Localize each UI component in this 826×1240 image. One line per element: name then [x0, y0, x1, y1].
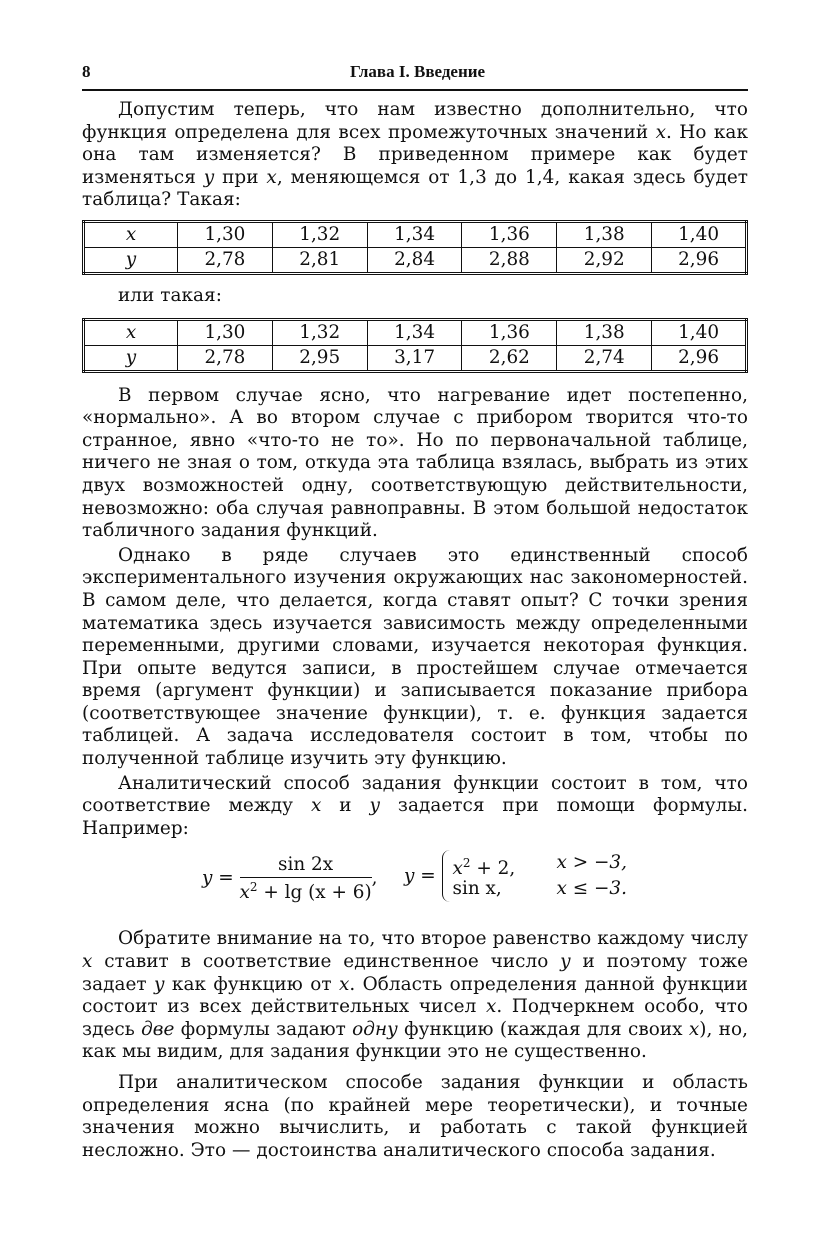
- paragraph-1: Допустим теперь, что нам известно дополнительно, что функция определена для всех промежуточных значений x. Но как она там изменяется? В приведенном примере как будет изменяться y при x, меняющемся от 1,3 до 1,4, какая здесь будет таблица? Такая:: [82, 99, 749, 211]
- table-cell: x: [84, 319, 178, 345]
- fraction-numerator: sin 2x: [240, 854, 372, 878]
- table-cell: 1,32: [272, 319, 367, 345]
- table-cell: 2,84: [367, 247, 462, 273]
- between-text: или такая:: [118, 284, 222, 306]
- table-cell: 1,30: [178, 319, 273, 345]
- cases-brace: [442, 850, 627, 902]
- paragraph-6: При аналитическом способе задания функции и область определения ясна (по крайней мере теоретически), и точные значения можно вычислить, и работать с такой функцией несложно. Это — достоинства аналитического способа задания.: [82, 1072, 748, 1161]
- table-cell: 1,34: [367, 319, 462, 345]
- table-row: [84, 221, 747, 247]
- table-1: [82, 220, 748, 275]
- paragraph-4: Аналитический способ задания функции состоит в том, что соответствие между x и y задается при помощи формулы. Например:: [82, 772, 748, 839]
- case-row: $x^2 + 2$, x > −3,: [452, 852, 627, 880]
- table-cell: 1,38: [557, 319, 652, 345]
- table-cell: 2,78: [178, 247, 273, 273]
- page-header: [82, 62, 748, 91]
- table-cell: 2,88: [462, 247, 557, 273]
- formula-1: y = $\frac{\sin 2x}{x^2 + \lg (x + 6)}$ ,: [202, 854, 378, 904]
- table-cell: 2,74: [557, 345, 652, 371]
- table-cell: 2,92: [557, 247, 652, 273]
- table-cell: 2,62: [462, 345, 557, 371]
- table-cell: y: [84, 247, 178, 273]
- page-number: 8: [82, 62, 91, 81]
- table-cell: 1,36: [462, 221, 557, 247]
- formula-2: [404, 850, 627, 902]
- table-cell: 1,40: [652, 221, 747, 247]
- paragraph-2: В первом случае ясно, что нагревание идет постепенно, «нормально». А во втором случае с прибором творится что-то странное, явно «что-то не то». Но по первоначальной таблице, ничего не зная о том, откуда эта таблица взялась, выбрать из этих двух возможностей одну, соответствующую действительности, невозможно: оба случая равноправны. В этом большой недостаток табличного задания функций.: [82, 384, 748, 542]
- table-cell: 1,32: [272, 221, 367, 247]
- table-2: [82, 318, 748, 373]
- table-cell: y: [84, 345, 178, 371]
- case-row: sin x, x ≤ −3.: [452, 878, 627, 900]
- fraction-denominator: $x^2 + \lg (x + 6)$: [239, 880, 372, 904]
- formula-1-lhs: y =: [202, 868, 234, 889]
- table-cell: 2,78: [178, 345, 273, 371]
- table-cell: 1,34: [367, 221, 462, 247]
- table-cell: 1,30: [178, 221, 273, 247]
- paragraph-3: Однако в ряде случаев это единственный способ экспериментального изучения окружающих нас закономерностей. В самом деле, что делается, когда ставят опыт? С точки зрения математика здесь изучается зависимость между определенными переменными, другими словами, изучается некоторая функция. При опыте ведутся записи, в простейшем случае отмечается время (аргумент функции) и записывается показание прибора (соответствующее значение функции), т. е. функция задается таблицей. А задача исследователя состоит в том, чтобы по полученной таблице изучить эту функцию.: [82, 544, 748, 770]
- formula-2-lhs: y =: [404, 865, 436, 887]
- table-row: [84, 247, 747, 273]
- table-cell: 3,17: [367, 345, 462, 371]
- table-row: [84, 345, 747, 371]
- table-cell: 2,81: [272, 247, 367, 273]
- paragraph-5: Обратите внимание на то, что второе равенство каждому числу x ставит в соответствие единственное число y и поэтому тоже задает y как функцию от x. Область определения данной функции состоит из всех действительных чисел x. Подчеркнем особо, что здесь две формулы задают одну функцию (каждая для своих x), но, как мы видим, для задания функции это не существенно.: [82, 928, 749, 1063]
- table-cell: x: [84, 221, 178, 247]
- table-cell: 1,38: [557, 221, 652, 247]
- table-cell: 2,96: [652, 247, 747, 273]
- chapter-title: Глава I. Введение: [350, 62, 486, 81]
- table-cell: 2,96: [652, 345, 747, 371]
- formula-block: [82, 846, 748, 924]
- table-cell: 2,95: [272, 345, 367, 371]
- table-cell: 1,36: [462, 319, 557, 345]
- fraction: [240, 854, 372, 903]
- table-cell: 1,40: [652, 319, 747, 345]
- table-row: [84, 319, 747, 345]
- page: [82, 62, 748, 1162]
